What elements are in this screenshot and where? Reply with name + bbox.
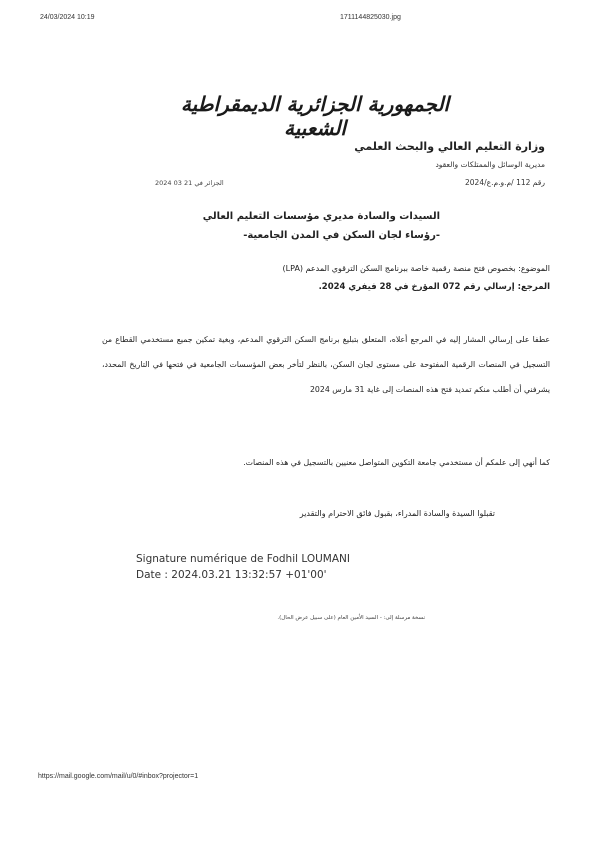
signature-name: Signature numérique de Fodhil LOUMANI [136,553,351,565]
addressee-block [203,207,440,245]
closing-line: تقبلوا السيدة والسادة المدراء، بقبول فائق الاحترام والتقدير [299,509,495,518]
letter-date: الجزائر في 21 03 2024 [155,179,224,187]
ministry-name: وزارة التعليم العالي والبحث العلمي [354,140,545,153]
reference-line: المرجع: إرسالي رقم 072 المؤرخ في 28 فيفري 2024. [318,282,550,292]
digital-signature [136,551,350,583]
signature-date: Date : 2024.03.21 13:32:57 +01'00' [136,569,327,581]
addressee-line-1: السيدات والسادة مديري مؤسسات التعليم العالي [202,211,440,222]
print-filename: 1711144825030.jpg [340,14,401,21]
print-url: https://mail.google.com/mail/u/0/#inbox?projector=1 [38,773,199,780]
body-paragraph-2: كما أنهي إلى علمكم أن مستخدمي جامعة التكوين المتواصل معنيين بالتسجيل في هذه المنصات. [243,458,550,467]
subject-line: الموضوع: بخصوص فتح منصة رقمية خاصة ببرنامج السكن الترقوي المدعم (LPA) [282,264,550,273]
addressee-line-2: -رؤساء لجان السكن في المدن الجامعية- [243,230,440,241]
body-paragraph-1: عطفا على إرسالي المشار إليه في المرجع أعلاه، المتعلق بتبليغ برنامج السكن الترقوي المدعم، وبغية تمكين جميع مستخدمي القطاع من التسجيل في المنصات الرقمية المفتوحة على مستوى لجان السكن، بالنظر لتأخر بعض المؤسسات الجامعية في فتحها في التاريخ المحدد، يشرفني أن أطلب منكم تمديد فتح هذه المنصات إلى غاية 31 مارس 2024 [102,335,550,394]
print-datetime: 24/03/2024 10:19 [40,14,95,21]
republic-header: الجمهورية الجزائرية الديمقراطية الشعبية [180,92,450,140]
cc-line: نسخة مرسلة إلى: - السيد الأمين العام (على سبيل عرض الحال). [277,615,425,621]
directorate-name: مديرية الوسائل والممتلكات والعقود [435,160,545,169]
reference-number: رقم 112 /م.و.م.ع/2024 [465,178,545,187]
